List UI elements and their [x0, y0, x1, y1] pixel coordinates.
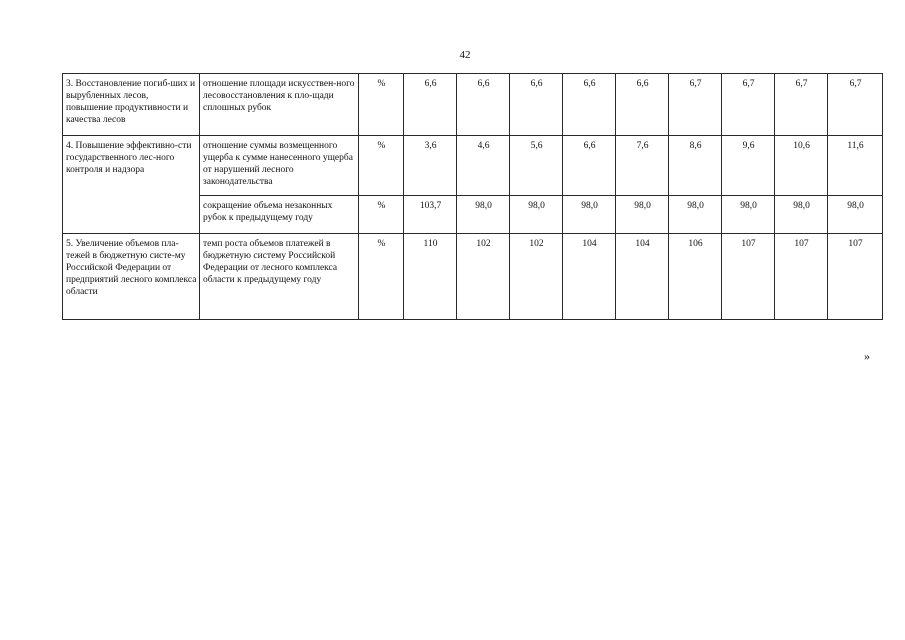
- value-cell: 110: [404, 234, 457, 320]
- indicators-table: [62, 73, 883, 320]
- table-row: [63, 136, 883, 196]
- indicator-cell: отношение суммы возмещенного ущерба к сумме нанесенного ущерба от нарушений лесного законодательства: [200, 136, 359, 196]
- indicator-cell: сокращение объема незаконных рубок к предыдущему году: [200, 196, 359, 234]
- value-cell: 98,0: [457, 196, 510, 234]
- value-cell: 98,0: [828, 196, 883, 234]
- table-row: [63, 74, 883, 136]
- value-cell: 106: [669, 234, 722, 320]
- value-cell: 102: [510, 234, 563, 320]
- goal-cell: 5. Увеличение объемов пла-тежей в бюджетную систе-му Российской Федерации от предприятий лесного комплекса области: [63, 234, 200, 320]
- value-cell: 98,0: [563, 196, 616, 234]
- value-cell: 107: [828, 234, 883, 320]
- value-cell: 6,7: [775, 74, 828, 136]
- value-cell: 107: [722, 234, 775, 320]
- value-cell: 5,6: [510, 136, 563, 196]
- value-cell: 6,7: [722, 74, 775, 136]
- value-cell: 6,6: [563, 136, 616, 196]
- unit-cell: %: [359, 136, 404, 196]
- value-cell: 98,0: [775, 196, 828, 234]
- value-cell: 9,6: [722, 136, 775, 196]
- value-cell: 98,0: [669, 196, 722, 234]
- value-cell: 10,6: [775, 136, 828, 196]
- value-cell: 6,6: [404, 74, 457, 136]
- value-cell: 98,0: [616, 196, 669, 234]
- page-number: 42: [459, 49, 471, 61]
- value-cell: 6,6: [510, 74, 563, 136]
- indicator-cell: темп роста объемов платежей в бюджетную систему Российской Федерации от лесного комплекса области к предыдущему году: [200, 234, 359, 320]
- value-cell: 104: [616, 234, 669, 320]
- value-cell: 98,0: [510, 196, 563, 234]
- value-cell: 107: [775, 234, 828, 320]
- unit-cell: %: [359, 196, 404, 234]
- value-cell: 104: [563, 234, 616, 320]
- value-cell: 6,6: [563, 74, 616, 136]
- closing-quote-mark: »: [864, 349, 870, 363]
- value-cell: 6,6: [457, 74, 510, 136]
- value-cell: 4,6: [457, 136, 510, 196]
- value-cell: 102: [457, 234, 510, 320]
- value-cell: 98,0: [722, 196, 775, 234]
- unit-cell: %: [359, 74, 404, 136]
- unit-cell: %: [359, 234, 404, 320]
- goal-cell: 3. Восстановление погиб-ших и вырубленных лесов, повышение продуктивности и качества лесов: [63, 74, 200, 136]
- goal-cell: 4. Повышение эффективно-сти государственного лес-ного контроля и надзора: [63, 136, 200, 234]
- value-cell: 103,7: [404, 196, 457, 234]
- value-cell: 6,7: [669, 74, 722, 136]
- value-cell: 8,6: [669, 136, 722, 196]
- value-cell: 6,7: [828, 74, 883, 136]
- value-cell: 7,6: [616, 136, 669, 196]
- value-cell: 3,6: [404, 136, 457, 196]
- indicator-cell: отношение площади искусствен-ного лесовосстановления к пло-щади сплошных рубок: [200, 74, 359, 136]
- value-cell: 11,6: [828, 136, 883, 196]
- table-row: [63, 234, 883, 320]
- value-cell: 6,6: [616, 74, 669, 136]
